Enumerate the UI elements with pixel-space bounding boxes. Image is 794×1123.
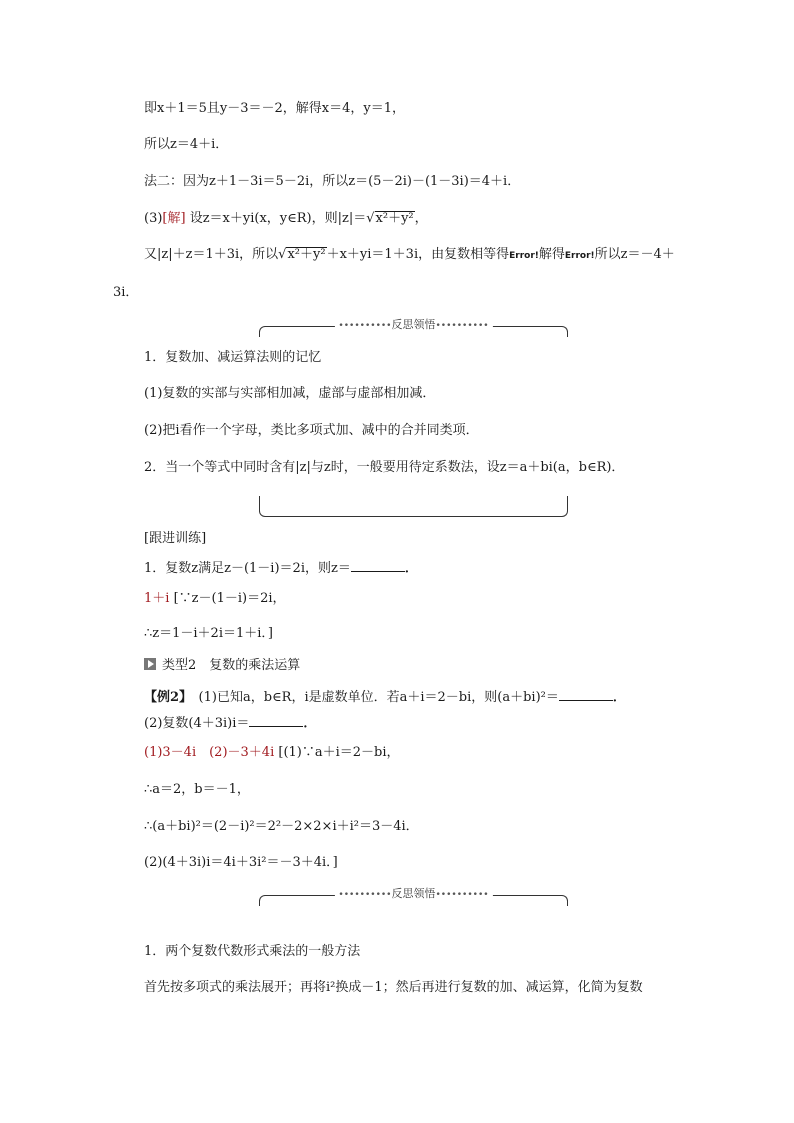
error-text: Error! <box>564 251 595 261</box>
reflection-label: 反思领悟 <box>391 318 436 331</box>
example-step-2: ∴a＝2，b＝－1， <box>144 782 250 797</box>
text-line-3: 法二：因为z＋1－3i＝5－2i，所以z＝(5－2i)－(1－3i)＝4＋i． <box>144 174 521 189</box>
text-line-4 <box>144 210 428 228</box>
text-line-1: 即x＋1＝5且y－3＝－2，解得x＝4，y＝1， <box>144 101 405 116</box>
example-question-2 <box>144 713 316 733</box>
part-label: (3) <box>144 211 163 226</box>
text: (1)已知a，b∈R，i是虚数单位．若a＋i＝2－bi，则(a＋bi)²＝ <box>185 690 559 705</box>
example-question-1 <box>144 687 626 707</box>
reflection-line-3: (2)把i看作一个字母，类比多项式加、减中的合并同类项． <box>144 423 479 438</box>
solution-tag: [解] <box>162 211 186 226</box>
reflection-line-1: 1．复数加、减运算法则的记忆 <box>144 350 322 365</box>
play-icon <box>144 658 156 670</box>
sqrt-expression: √x²＋y² <box>278 247 326 262</box>
example-answer-1 <box>144 744 400 762</box>
example-step-4: (2)(4＋3i)i＝4i＋3i²＝－3＋4i．] <box>144 855 338 870</box>
text: 所以z＝－4＋ <box>594 247 675 262</box>
summary-line-2: 首先按多项式的乘法展开；再将i²换成－1；然后再进行复数的加、减运算，化简为复数 <box>144 980 643 995</box>
text: [∵z－(1－i)＝2i， <box>169 591 286 606</box>
practice-answer <box>144 590 286 608</box>
text: [(1)∵a＋i＝2－bi， <box>274 745 400 760</box>
reflection-label: 反思领悟 <box>391 887 436 900</box>
text-line-6: 3i． <box>113 285 139 300</box>
reflection-header-box-2: ••••••••••反思领悟•••••••••• <box>259 895 568 906</box>
text: 设z＝x＋yi(x，y∈R)，则|z|＝ <box>185 211 367 226</box>
type-heading <box>144 657 300 675</box>
answer-blank <box>249 713 303 727</box>
text-line-5 <box>144 246 675 265</box>
reflection-footer-box <box>259 496 568 517</box>
practice-question <box>144 558 418 578</box>
answer-blank <box>351 558 405 572</box>
answer-blank <box>559 687 613 701</box>
text: 又|z|＋z＝1＋3i，所以 <box>144 247 279 262</box>
text: ， <box>414 211 428 226</box>
error-text: Error! <box>509 251 539 261</box>
practice-heading: [跟进训练] <box>144 531 207 546</box>
reflection-header-box: ••••••••••反思领悟•••••••••• <box>259 326 568 337</box>
example-tag: 【例2】 <box>144 690 186 705</box>
text-line-2: 所以z＝4＋i． <box>144 137 229 152</box>
text: 解得 <box>538 247 565 262</box>
reflection-line-4: 2．当一个等式中同时含有|z|与z时，一般要用待定系数法，设z＝a＋bi(a，b∈R)． <box>144 460 625 475</box>
text: ． <box>612 690 626 705</box>
sqrt-expression: √x²＋y² <box>366 211 414 226</box>
reflection-line-2: (1)复数的实部与实部相加减，虚部与虚部相加减． <box>144 386 436 401</box>
example-step-3: ∴(a＋bi)²＝(2－i)²＝2²－2×2×i＋i²＝3－4i． <box>144 819 419 834</box>
text: ． <box>303 716 317 731</box>
answers: (1)3－4i (2)－3＋4i <box>144 745 275 760</box>
text: 1．复数z满足z－(1－i)＝2i，则z＝ <box>144 561 351 576</box>
text: ． <box>404 561 418 576</box>
text: 类型2 复数的乘法运算 <box>162 658 301 673</box>
practice-step: ∴z＝1－i＋2i＝1＋i．] <box>144 626 273 641</box>
summary-line-1: 1．两个复数代数形式乘法的一般方法 <box>144 944 361 959</box>
text: ＋x＋yi＝1＋3i，由复数相等得 <box>326 247 510 262</box>
answer: 1＋i <box>144 591 170 606</box>
text: (2)复数(4＋3i)i＝ <box>144 716 250 731</box>
